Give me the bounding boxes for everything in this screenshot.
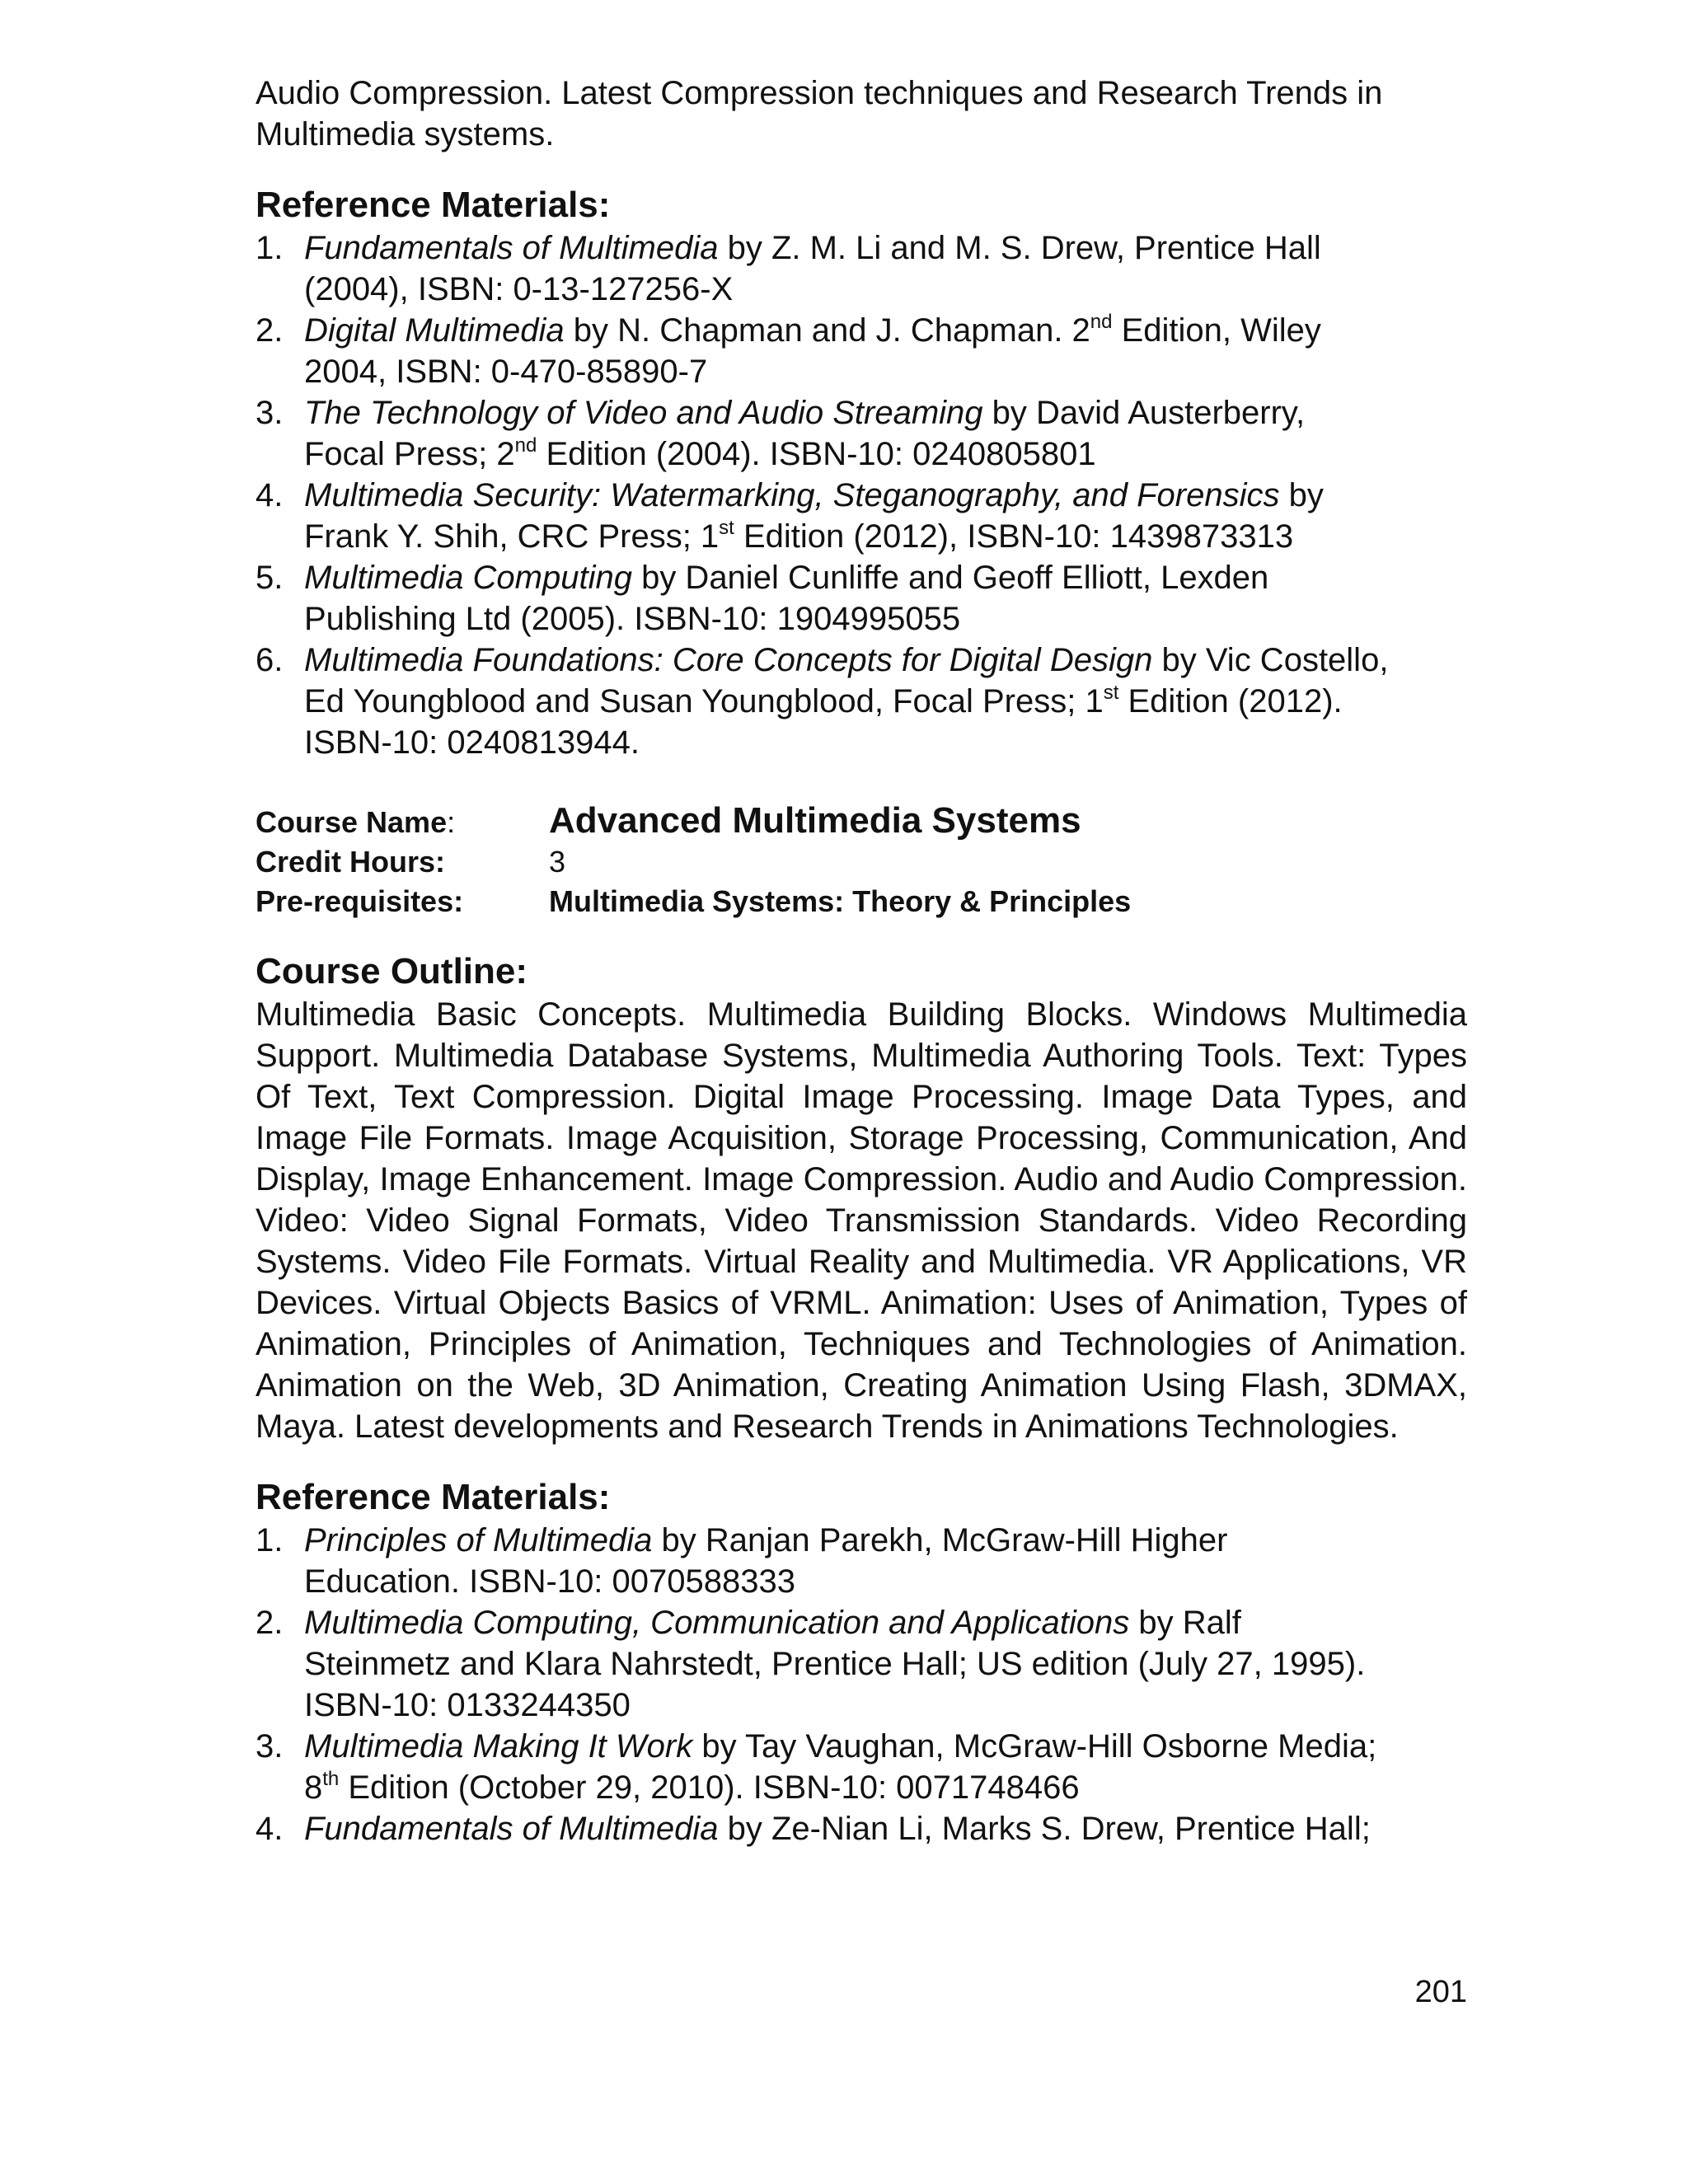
reference-item bbox=[256, 1808, 1467, 1849]
reference-item bbox=[256, 1602, 1467, 1726]
reference-text: ISBN-10: 0240813944. bbox=[304, 724, 640, 761]
reference-title: Multimedia Foundations: Core Concepts for Digital Design bbox=[304, 642, 1153, 678]
reference-text: by David Austerberry, bbox=[982, 395, 1306, 431]
page-number: 201 bbox=[1414, 1975, 1467, 2009]
reference-title: Multimedia Security: Watermarking, Steganography, and Forensics bbox=[304, 477, 1280, 513]
intro-line: Audio Compression. Latest Compression techniques and Research Trends in bbox=[256, 75, 1383, 111]
reference-text: Steinmetz and Klara Nahrstedt, Prentice Hall; US edition (July 27, 1995). bbox=[304, 1646, 1366, 1682]
reference-number: 1. bbox=[256, 230, 284, 266]
reference-title: Multimedia Computing, Communication and Applications bbox=[304, 1605, 1130, 1641]
reference-number: 2. bbox=[256, 1605, 284, 1641]
course-outline-body: Multimedia Basic Concepts. Multimedia Building Blocks. Windows Multimedia Support. Multimedia Database Systems, Multimedia Authoring Tools. Text: Types Of Text, Text Compression. Digital Image Processing. Image Data Types, and Image File Formats. Image Acquisition, Storage Processing, Communication, And Display, Image Enhancement. Image Compression. Audio and Audio Compression. Video: Video Signal Formats, Video Transmission Standards. Video Recording Systems. Video File Formats. Virtual Reality and Multimedia. VR Applications, VR Devices. Virtual Objects Basics of VRML. Animation: Uses of Animation, Types of Animation, Principles of Animation, Techniques and Technologies of Animation. Animation on the Web, 3D Animation, Creating Animation Using Flash, 3DMAX, Maya. Latest developments and Research Trends in Animations Technologies. bbox=[256, 996, 1467, 1445]
reference-text: Ed Youngblood and Susan Youngblood, Focal Press; 1 bbox=[304, 683, 1104, 719]
prerequisites-value: Multimedia Systems: Theory & Principles bbox=[549, 884, 1132, 918]
course-info-block bbox=[256, 799, 1467, 921]
reference-number: 1. bbox=[256, 1522, 284, 1558]
reference-text: Focal Press; 2 bbox=[304, 436, 515, 472]
reference-text: Edition (October 29, 2010). ISBN-10: 0071748466 bbox=[339, 1769, 1080, 1806]
ordinal-suffix: st bbox=[719, 517, 734, 539]
section-heading-reference-materials: Reference Materials: bbox=[256, 185, 611, 225]
reference-item bbox=[256, 227, 1467, 310]
section-heading-course-outline: Course Outline: bbox=[256, 951, 528, 991]
reference-text: by Tay Vaughan, McGraw-Hill Osborne Media; bbox=[692, 1728, 1377, 1765]
reference-text: Edition (2012). bbox=[1118, 683, 1343, 719]
reference-number: 6. bbox=[256, 642, 284, 678]
reference-item bbox=[256, 310, 1467, 392]
credit-hours-row bbox=[256, 842, 1467, 882]
section-heading-reference-materials: Reference Materials: bbox=[256, 1477, 611, 1517]
reference-text: 8 bbox=[304, 1769, 323, 1806]
reference-title: Principles of Multimedia bbox=[304, 1522, 653, 1558]
reference-number: 4. bbox=[256, 477, 284, 513]
reference-item bbox=[256, 1520, 1467, 1602]
ordinal-suffix: nd bbox=[1090, 311, 1113, 333]
reference-text: 2004, ISBN: 0-470-85890-7 bbox=[304, 354, 708, 390]
reference-item bbox=[256, 1726, 1467, 1808]
reference-text: by Daniel Cunliffe and Geoff Elliott, Lexden bbox=[631, 560, 1269, 596]
course-name-row bbox=[256, 799, 1467, 842]
intro-continuation bbox=[256, 73, 1467, 155]
reference-title: The Technology of Video and Audio Streaming bbox=[304, 395, 983, 431]
ordinal-suffix: nd bbox=[514, 434, 537, 457]
credit-hours-value: 3 bbox=[549, 845, 566, 879]
reference-title: Fundamentals of Multimedia bbox=[304, 230, 719, 266]
reference-title: Multimedia Making It Work bbox=[304, 1728, 693, 1765]
reference-text: ISBN-10: 0133244350 bbox=[304, 1687, 631, 1723]
reference-list bbox=[256, 227, 1467, 763]
reference-text: by Ze-Nian Li, Marks S. Drew, Prentice Hall; bbox=[718, 1811, 1371, 1847]
course-name-label: Course Name: bbox=[256, 805, 456, 839]
reference-text: by bbox=[1279, 477, 1324, 513]
reference-text: by Ranjan Parekh, McGraw-Hill Higher bbox=[652, 1522, 1228, 1558]
reference-title: Digital Multimedia bbox=[304, 312, 565, 349]
reference-item bbox=[256, 475, 1467, 557]
reference-text: Education. ISBN-10: 0070588333 bbox=[304, 1563, 795, 1600]
reference-text: (2004), ISBN: 0-13-127256-X bbox=[304, 271, 734, 307]
ordinal-suffix: st bbox=[1103, 682, 1119, 704]
document-page bbox=[256, 73, 1467, 1849]
ordinal-suffix: th bbox=[322, 1768, 340, 1790]
reference-number: 2. bbox=[256, 312, 284, 349]
reference-title: Multimedia Computing bbox=[304, 560, 632, 596]
reference-text: Publishing Ltd (2005). ISBN-10: 1904995055 bbox=[304, 601, 961, 637]
reference-text: Edition (2004). ISBN-10: 0240805801 bbox=[537, 436, 1096, 472]
reference-title: Fundamentals of Multimedia bbox=[304, 1811, 719, 1847]
credit-hours-label: Credit Hours: bbox=[256, 845, 446, 879]
reference-text: by Ralf bbox=[1129, 1605, 1241, 1641]
prerequisites-row bbox=[256, 882, 1467, 921]
reference-text: by Vic Costello, bbox=[1152, 642, 1389, 678]
reference-text: Frank Y. Shih, CRC Press; 1 bbox=[304, 518, 720, 555]
reference-text: by N. Chapman and J. Chapman. 2 bbox=[564, 312, 1090, 349]
reference-number: 3. bbox=[256, 395, 284, 431]
reference-item bbox=[256, 392, 1467, 475]
reference-item bbox=[256, 557, 1467, 640]
reference-number: 5. bbox=[256, 560, 284, 596]
reference-text: Edition, Wiley bbox=[1112, 312, 1321, 349]
intro-line: Multimedia systems. bbox=[256, 116, 555, 152]
course-name-value: Advanced Multimedia Systems bbox=[549, 800, 1081, 841]
reference-text: by Z. M. Li and M. S. Drew, Prentice Hall bbox=[718, 230, 1321, 266]
reference-number: 4. bbox=[256, 1811, 284, 1847]
prerequisites-label: Pre-requisites: bbox=[256, 884, 464, 918]
reference-list bbox=[256, 1520, 1467, 1849]
reference-item bbox=[256, 640, 1467, 763]
reference-text: Edition (2012), ISBN-10: 1439873313 bbox=[734, 518, 1294, 555]
reference-number: 3. bbox=[256, 1728, 284, 1765]
